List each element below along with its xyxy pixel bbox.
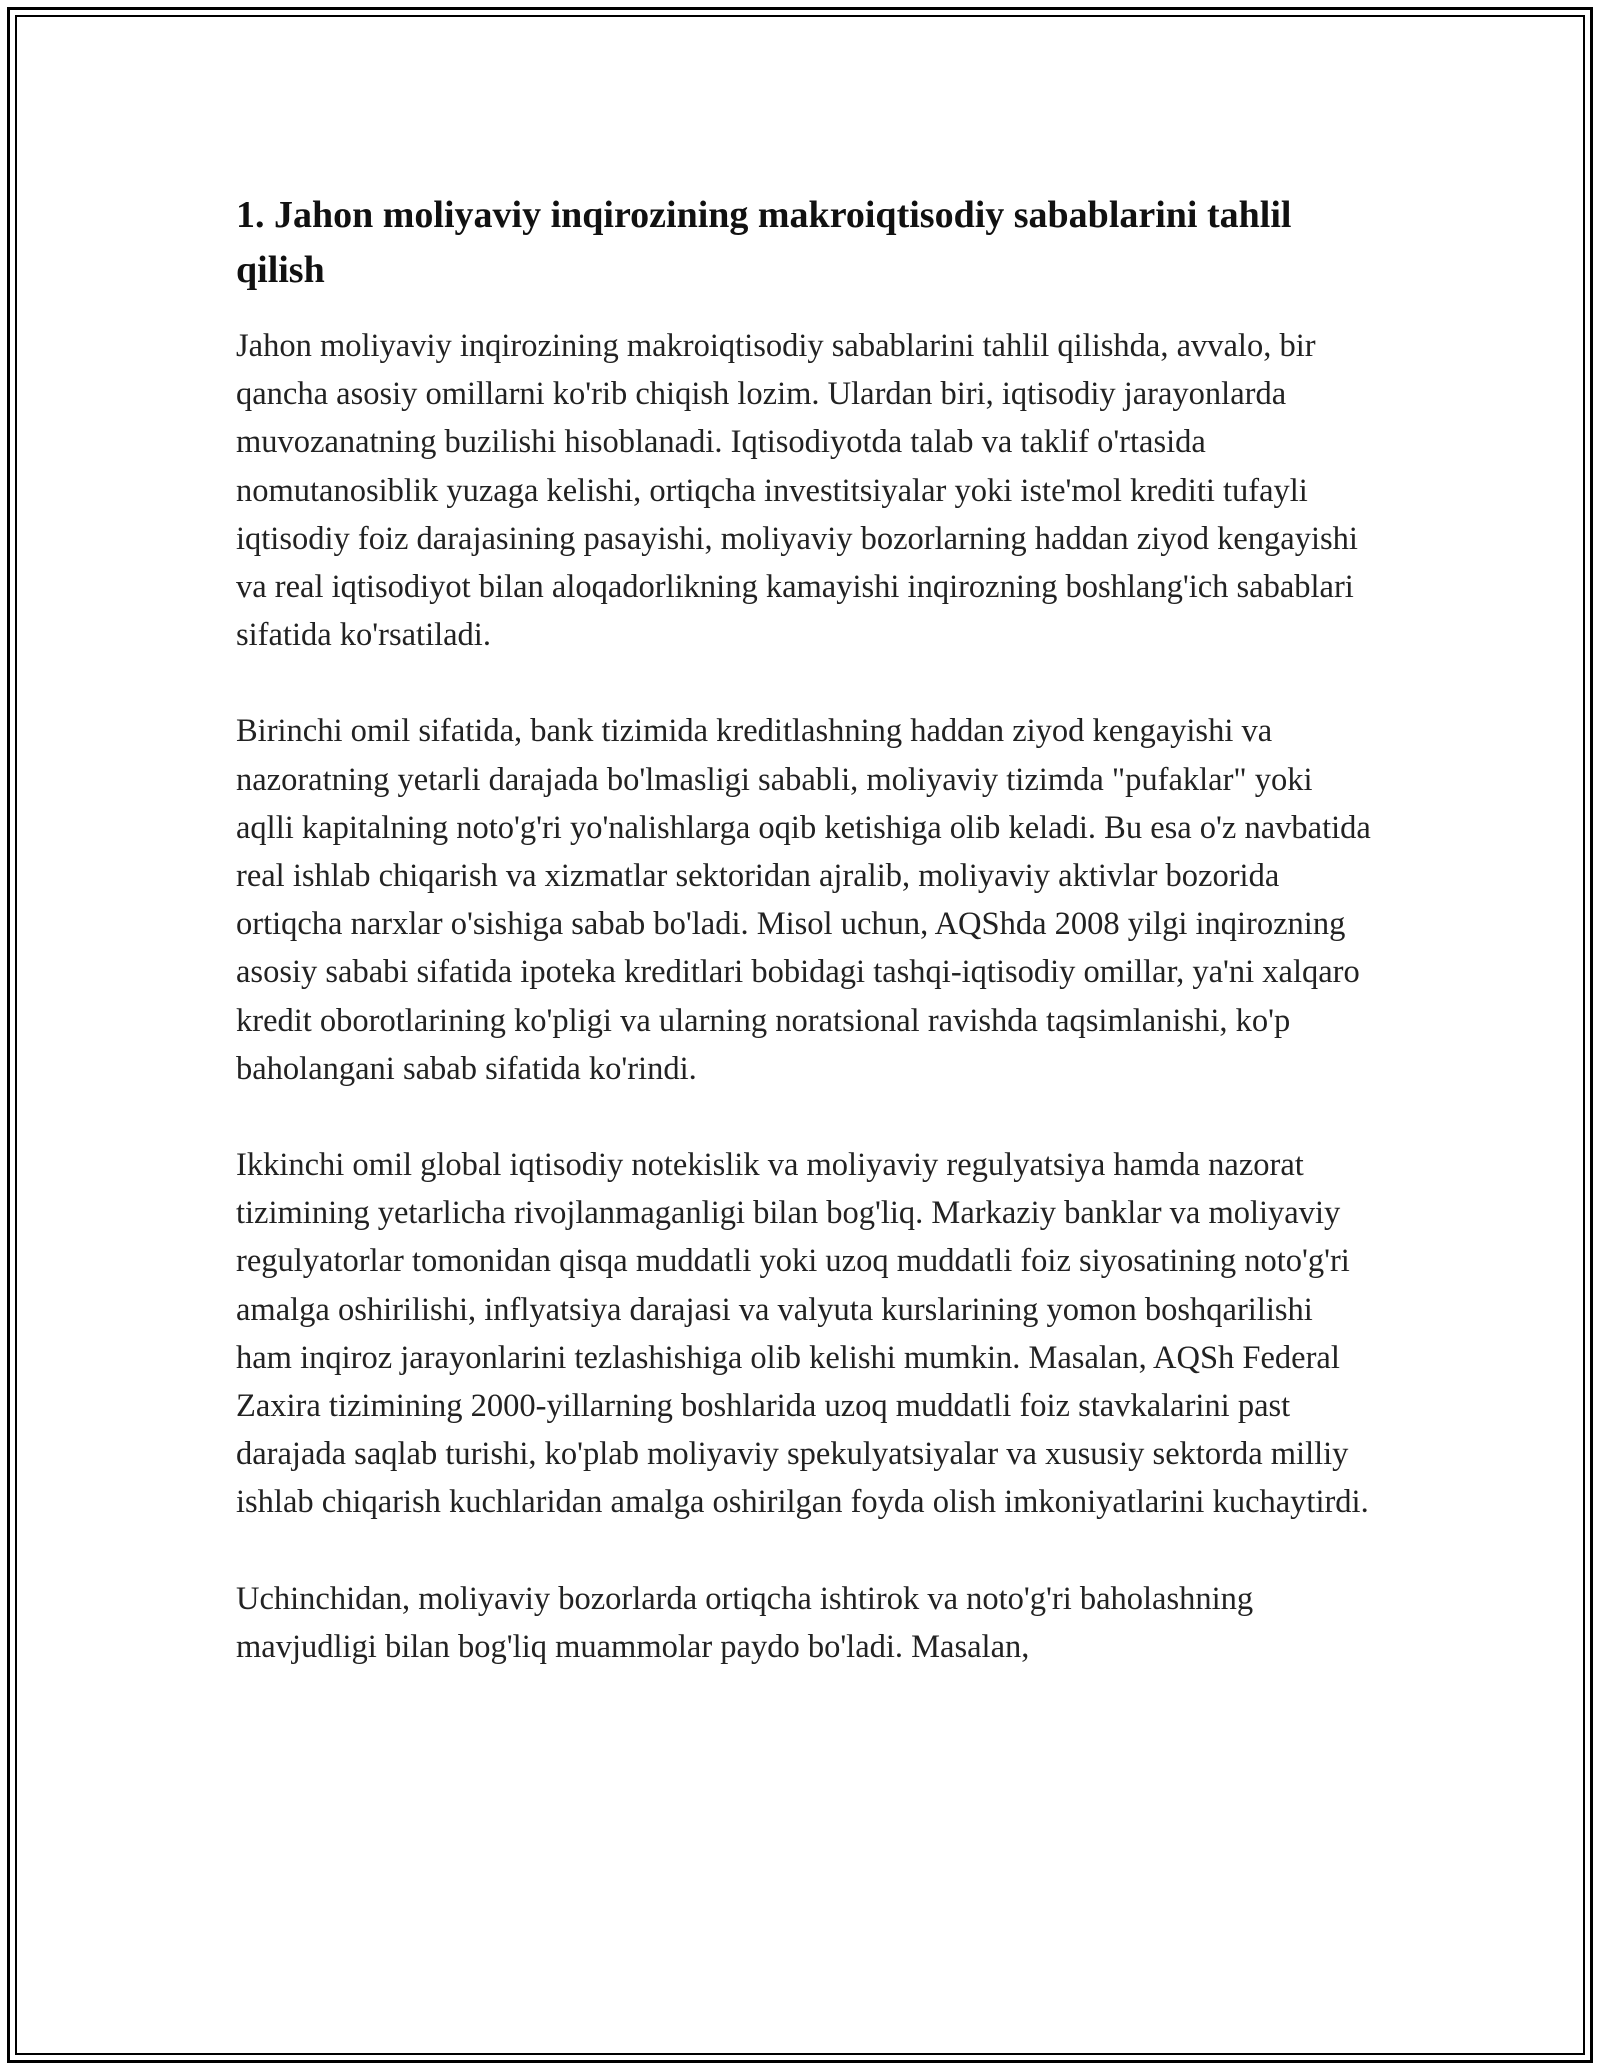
paragraph-3: Ikkinchi omil global iqtisodiy notekislik va moliyaviy regulyatsiya hamda nazorat tizimining yetarlicha rivojlanmaganligi bilan bog'liq. Markaziy banklar va moliyaviy regulyatorlar tomonidan qisqa muddatli yoki uzoq muddatli foiz siyosatining noto'g'ri amalga oshirilishi, inflyatsiya darajasi va valyuta kurslarining yomon boshqarilishi ham inqiroz jarayonlarini tezlashishiga olib kelishi mumkin. Masalan, AQSh Federal Zaxira tizimining 2000-yillarning boshlarida uzoq muddatli foiz stavkalarini past darajada saqlab turishi, ko'plab moliyaviy spekulyatsiyalar va xususiy sektorda milliy ishlab chiqarish kuchlaridan amalga oshirilgan foyda olish imkoniyatlarini kuchaytirdi. — [236, 1147, 1369, 1521]
paragraph-2: Birinchi omil sifatida, bank tizimida kreditlashning haddan ziyod kengayishi va nazoratning yetarli darajada bo'lmasligi sababli, moliyaviy tizimda "pufaklar" yoki aqlli kapitalning noto'g'ri yo'nalishlarga oqib ketishiga olib keladi. Bu esa o'z navbatida real ishlab chiqarish va xizmatlar sektoridan ajralib, moliyaviy aktivlar bozorida ortiqcha narxlar o'sishiga sabab bo'ladi. Misol uchun, AQShda 2008 yilgi inqirozning asosiy sababi sifatida ipoteka kreditlari bobidagi tashqi-iqtisodiy omillar, ya'ni xalqaro kredit oborotlarining ko'pligi va ularning noratsional ravishda taqsimlanishi, ko'p baholangani sabab sifatida ko'rindi. — [236, 713, 1371, 1087]
paragraph-1: Jahon moliyaviy inqirozining makroiqtisodiy sabablarini tahlil qilishda, avvalo, bir qancha asosiy omillarni ko'rib chiqish lozim. Ulardan biri, iqtisodiy jarayonlarda muvozanatning buzilishi hisoblanadi. Iqtisodiyotda talab va taklif o'rtasida nomutanosiblik yuzaga kelishi, ortiqcha investitsiyalar yoki iste'mol krediti tufayli iqtisodiy foiz darajasining pasayishi, moliyaviy bozorlarning haddan ziyod kengayishi va real iqtisodiyot bilan aloqadorlikning kamayishi inqirozning boshlang'ich sabablari sifatida ko'rsatiladi. — [236, 328, 1358, 654]
paragraph-4: Uchinchidan, moliyaviy bozorlarda ortiqcha ishtirok va noto'g'ri baholashning mavjudligi bilan bog'liq muammolar paydo bo'ladi. Masalan, — [236, 1580, 1254, 1665]
document-body — [236, 188, 1376, 1719]
section-heading: 1. Jahon moliyaviy inqirozining makroiqtisodiy sabablarini tahlil qilish — [236, 194, 1292, 291]
